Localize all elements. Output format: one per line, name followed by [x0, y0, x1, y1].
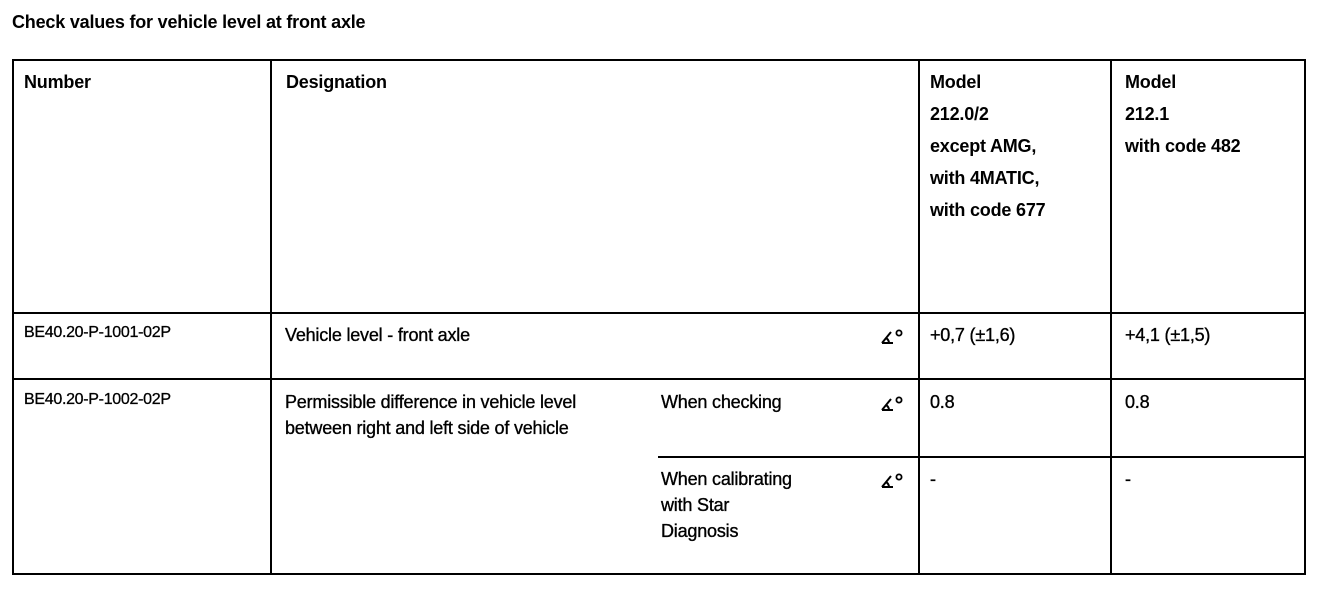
row-2a-model-1: 0.8 — [930, 392, 955, 412]
angle-degree-icon — [880, 328, 904, 346]
header-model-1-line: with code 677 — [930, 200, 1046, 220]
row-2a-model-2: 0.8 — [1125, 392, 1150, 412]
col-divider-1 — [270, 59, 272, 575]
col-divider-3 — [1110, 59, 1112, 575]
header-model-1-line: Model — [930, 72, 981, 92]
row-divider-header — [12, 312, 1306, 314]
header-designation: Designation — [286, 72, 387, 92]
row-2-number: BE40.20-P-1002-02P — [24, 391, 171, 408]
header-number: Number — [24, 72, 91, 92]
row-2b-model-2: - — [1125, 469, 1131, 489]
col-divider-2 — [918, 59, 920, 575]
row-2b-condition — [661, 466, 792, 544]
header-model-2-line: 212.1 — [1125, 104, 1170, 124]
row-2-designation-line: Permissible difference in vehicle level — [285, 392, 577, 412]
row-divider-sub — [658, 456, 1306, 458]
header-model-2-line: with code 482 — [1125, 136, 1241, 156]
row-1-model-1: +0,7 (±1,6) — [930, 325, 1016, 345]
row-1-model-2: +4,1 (±1,5) — [1125, 325, 1211, 345]
row-2b-condition-line: with Star — [661, 495, 730, 515]
header-model-1-line: except AMG, — [930, 136, 1037, 156]
header-model-1-line: with 4MATIC, — [930, 168, 1040, 188]
row-divider-1 — [12, 378, 1306, 380]
header-model-1 — [930, 66, 1045, 226]
angle-degree-icon — [880, 472, 904, 490]
row-2-designation — [285, 389, 576, 441]
row-2a-condition: When checking — [661, 392, 782, 412]
header-model-1-line: 212.0/2 — [930, 104, 989, 124]
header-model-2-line: Model — [1125, 72, 1176, 92]
page-title: Check values for vehicle level at front axle — [12, 12, 366, 32]
row-2b-condition-line: Diagnosis — [661, 521, 739, 541]
row-2-designation-line: between right and left side of vehicle — [285, 418, 569, 438]
row-1-number: BE40.20-P-1001-02P — [24, 324, 171, 341]
row-1-designation: Vehicle level - front axle — [285, 325, 470, 345]
row-2b-model-1: - — [930, 469, 936, 489]
angle-degree-icon — [880, 395, 904, 413]
header-model-2 — [1125, 66, 1240, 162]
row-2b-condition-line: When calibrating — [661, 469, 792, 489]
